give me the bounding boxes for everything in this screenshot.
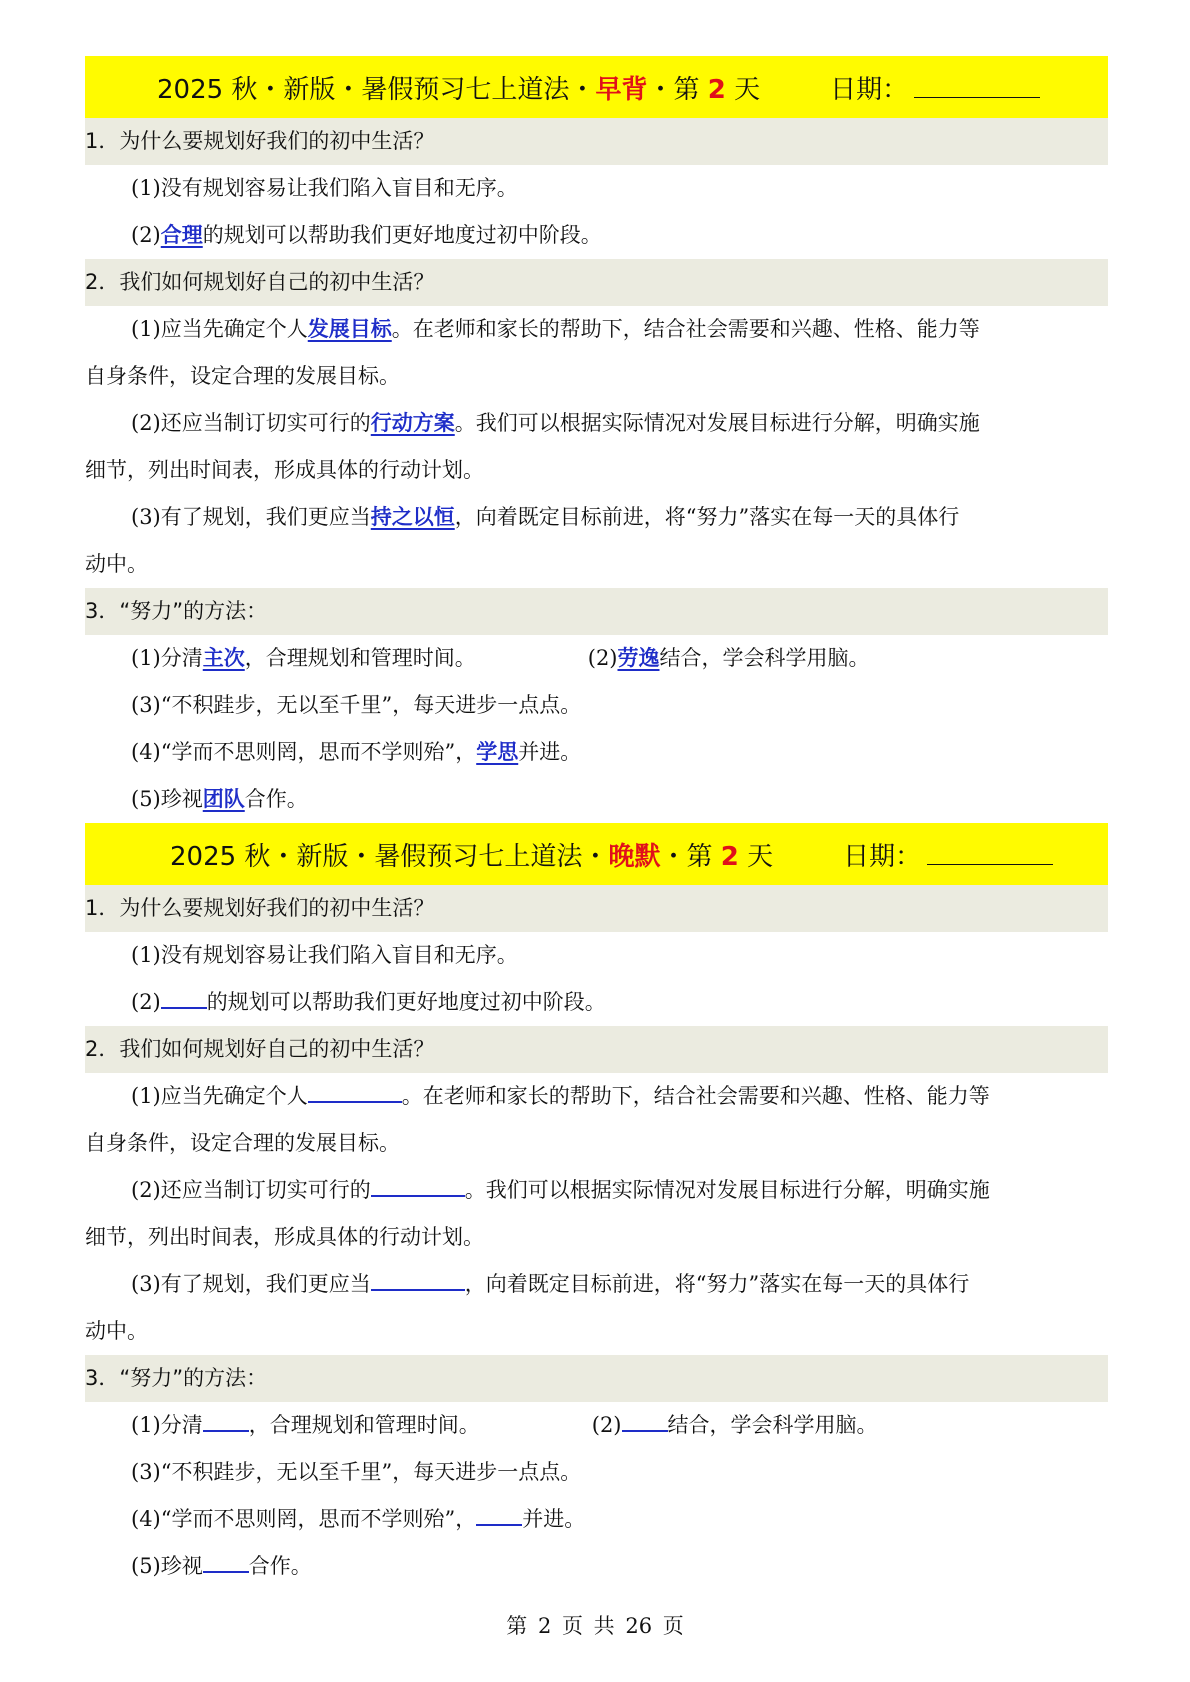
evening-q3-line4 xyxy=(85,1543,1108,1590)
text: 合作。 xyxy=(244,787,308,811)
text: (2) xyxy=(591,1413,622,1437)
page-content xyxy=(85,56,1108,1590)
evening-q2-heading: 2．我们如何规划好自己的初中生活？ xyxy=(85,1026,1108,1073)
evening-q3-line3 xyxy=(85,1496,1108,1543)
evening-day-number: 2 xyxy=(720,841,739,872)
evening-q1-line2 xyxy=(85,979,1108,1026)
morning-q3-line3 xyxy=(85,729,1108,776)
text: ，向着既定目标前进，将“努力”落实在每一天的具体行 xyxy=(464,1272,970,1296)
text: 并进。 xyxy=(518,740,582,764)
fill-blank[interactable] xyxy=(476,1500,522,1526)
morning-q1-heading: 1．为什么要规划好我们的初中生活？ xyxy=(85,118,1108,165)
morning-title xyxy=(157,69,760,106)
morning-q2-line1-cont: 自身条件，设定合理的发展目标。 xyxy=(85,364,400,388)
text: ，合理规划和管理时间。 xyxy=(248,1413,480,1437)
text: 。我们可以根据实际情况对发展目标进行分解，明确实施 xyxy=(464,1178,990,1202)
evening-date xyxy=(843,836,1053,873)
text: ，向着既定目标前进，将“努力”落实在每一天的具体行 xyxy=(454,505,960,529)
evening-q1-heading: 1．为什么要规划好我们的初中生活？ xyxy=(85,885,1108,932)
keyword: 团队 xyxy=(202,787,245,811)
evening-q2-line1-cont: 自身条件，设定合理的发展目标。 xyxy=(85,1131,400,1155)
fill-blank[interactable] xyxy=(203,1547,249,1573)
evening-title-text: 2025 秋・新版・暑假预习七上道法・ xyxy=(170,841,609,872)
fill-blank[interactable] xyxy=(308,1077,402,1103)
text: 。我们可以根据实际情况对发展目标进行分解，明确实施 xyxy=(454,411,980,435)
keyword: 主次 xyxy=(202,646,245,670)
morning-q3-line1 xyxy=(85,635,1108,682)
evening-title-day-suffix: 天 xyxy=(738,841,774,872)
morning-q2-line3-cont: 动中。 xyxy=(85,552,148,576)
evening-q2-line3-cont: 动中。 xyxy=(85,1319,148,1343)
text: 合作。 xyxy=(248,1554,312,1578)
morning-q1-line1: (1)没有规划容易让我们陷入盲目和无序。 xyxy=(131,176,518,200)
morning-date-label: 日期： xyxy=(830,74,909,105)
text: 的规划可以帮助我们更好地度过初中阶段。 xyxy=(206,990,606,1014)
evening-q2-line2-cont: 细节，列出时间表，形成具体的行动计划。 xyxy=(85,1225,484,1249)
evening-title-day-prefix: ・第 xyxy=(660,841,721,872)
evening-q3-heading: 3．“努力”的方法： xyxy=(85,1355,1108,1402)
text: (2) xyxy=(131,223,161,247)
keyword: 持之以恒 xyxy=(370,505,455,529)
text: (3)有了规划，我们更应当 xyxy=(131,1272,371,1296)
evening-date-blank[interactable] xyxy=(927,842,1053,865)
fill-blank[interactable] xyxy=(371,1265,465,1291)
text: (4)“学而不思则罔，思而不学则殆”， xyxy=(131,740,477,764)
evening-q3-line1 xyxy=(85,1402,1108,1449)
morning-title-day-suffix: 天 xyxy=(725,74,761,105)
text: (2)还应当制订切实可行的 xyxy=(131,411,371,435)
evening-title xyxy=(170,836,773,873)
morning-day-number: 2 xyxy=(707,74,726,105)
text: 结合，学会科学用脑。 xyxy=(667,1413,878,1437)
morning-q1-line2 xyxy=(85,212,1108,259)
evening-q3-line2: (3)“不积跬步，无以至千里”，每天进步一点点。 xyxy=(131,1460,582,1484)
text: ，合理规划和管理时间。 xyxy=(244,646,476,670)
evening-date-label: 日期： xyxy=(843,841,922,872)
text: (4)“学而不思则罔，思而不学则殆”， xyxy=(131,1507,477,1531)
fill-blank[interactable] xyxy=(371,1171,465,1197)
text: 。在老师和家长的帮助下，结合社会需要和兴趣、性格、能力等 xyxy=(391,317,980,341)
keyword: 发展目标 xyxy=(307,317,392,341)
page-footer: 第 2 页 共 26 页 xyxy=(506,1614,684,1638)
morning-q2-heading: 2．我们如何规划好自己的初中生活？ xyxy=(85,259,1108,306)
keyword: 劳逸 xyxy=(617,646,660,670)
text: 并进。 xyxy=(522,1507,586,1531)
text: (2) xyxy=(587,646,618,670)
text: (1)分清 xyxy=(131,646,203,670)
text: 的规划可以帮助我们更好地度过初中阶段。 xyxy=(202,223,602,247)
text: (2)还应当制订切实可行的 xyxy=(131,1178,371,1202)
text: (2) xyxy=(131,990,161,1014)
fill-blank[interactable] xyxy=(161,983,207,1009)
text: 结合，学会科学用脑。 xyxy=(659,646,870,670)
morning-q2-line1 xyxy=(85,306,1108,353)
morning-title-text: 2025 秋・新版・暑假预习七上道法・ xyxy=(157,74,596,105)
morning-q2-line2 xyxy=(85,400,1108,447)
fill-blank[interactable] xyxy=(203,1406,249,1432)
morning-q2-line2-cont: 细节，列出时间表，形成具体的行动计划。 xyxy=(85,458,484,482)
keyword: 行动方案 xyxy=(370,411,455,435)
text: (1)应当先确定个人 xyxy=(131,317,308,341)
keyword: 合理 xyxy=(160,223,203,247)
morning-q3-line4 xyxy=(85,776,1108,823)
evening-q1-line1: (1)没有规划容易让我们陷入盲目和无序。 xyxy=(131,943,518,967)
evening-banner xyxy=(85,823,1108,885)
morning-q2-line3 xyxy=(85,494,1108,541)
text: (1)应当先确定个人 xyxy=(131,1084,308,1108)
morning-q3-line2: (3)“不积跬步，无以至千里”，每天进步一点点。 xyxy=(131,693,582,717)
evening-q2-line2 xyxy=(85,1167,1108,1214)
morning-q3-heading: 3．“努力”的方法： xyxy=(85,588,1108,635)
text: (5)珍视 xyxy=(131,787,203,811)
evening-title-highlight: 晚默 xyxy=(608,841,661,872)
text: (3)有了规划，我们更应当 xyxy=(131,505,371,529)
morning-date xyxy=(830,69,1040,106)
text: (5)珍视 xyxy=(131,1554,203,1578)
evening-q2-line3 xyxy=(85,1261,1108,1308)
text: 。在老师和家长的帮助下，结合社会需要和兴趣、性格、能力等 xyxy=(401,1084,990,1108)
evening-q2-line1 xyxy=(85,1073,1108,1120)
morning-title-day-prefix: ・第 xyxy=(647,74,708,105)
text: (1)分清 xyxy=(131,1413,203,1437)
morning-banner xyxy=(85,56,1108,118)
morning-date-blank[interactable] xyxy=(914,75,1040,98)
morning-title-highlight: 早背 xyxy=(595,74,648,105)
keyword: 学思 xyxy=(476,740,519,764)
fill-blank[interactable] xyxy=(622,1406,668,1432)
